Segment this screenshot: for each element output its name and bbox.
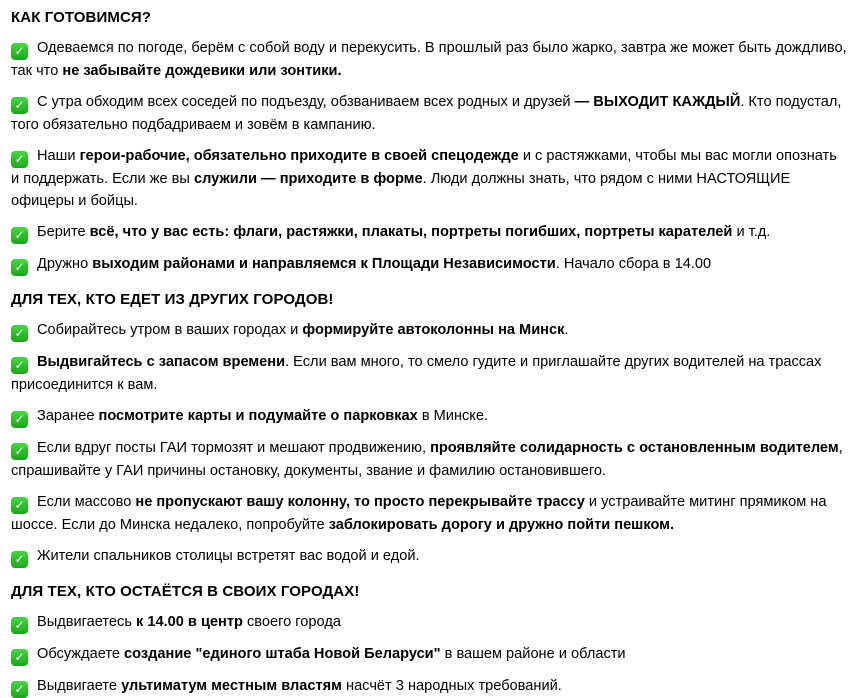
check-mark-icon: ✓ [11, 411, 28, 428]
item-text: и т.д. [732, 224, 771, 240]
check-mark-icon: ✓ [11, 43, 28, 60]
check-mark-icon: ✓ [11, 649, 28, 666]
item-text-bold: не пропускают вашу колонну, то просто перекрывайте трассу [135, 494, 585, 510]
list-item [11, 319, 848, 342]
list-item [11, 351, 848, 396]
item-text: . [564, 322, 569, 338]
check-mark-icon: ✓ [11, 497, 28, 514]
item-text-bold: всё, что у вас есть: флаги, растяжки, плакаты, портреты погибших, портреты карателей [89, 224, 733, 240]
item-text: Собирайтесь утром в ваших городах и [37, 322, 303, 338]
item-text: Выдвигаетесь [37, 614, 136, 630]
item-text-bold: герои-рабочие, обязательно приходите в своей спецодежде [79, 148, 519, 164]
item-text: и с растяжками, чтобы мы вас могли опознать и поддержать. Если же вы [11, 148, 837, 187]
item-text: . Начало сбора в 14.00 [555, 256, 712, 272]
item-text-bold: заблокировать дорогу и дружно пойти пешком. [328, 517, 675, 533]
check-mark-icon: ✓ [11, 617, 28, 634]
item-text: своего города [242, 614, 341, 630]
list-item [11, 91, 848, 136]
item-text: Обсуждаете [37, 646, 125, 662]
item-text-bold: — ВЫХОДИТ КАЖДЫЙ [574, 94, 741, 110]
list-item [11, 675, 848, 698]
item-text-bold: формируйте автоколонны на Минск [302, 322, 565, 338]
item-text-bold: создание "единого штаба Новой Беларуси" [124, 646, 441, 662]
item-text: в Минске. [417, 408, 489, 424]
check-mark-icon: ✓ [11, 97, 28, 114]
item-text-bold: ультиматум местным властям [121, 678, 342, 694]
item-text-bold: Выдвигайтесь с запасом времени [37, 354, 286, 370]
section-heading: КАК ГОТОВИМСЯ? [11, 9, 152, 26]
check-mark-icon: ✓ [11, 443, 28, 460]
section-heading: ДЛЯ ТЕХ, КТО ОСТАЁТСЯ В СВОИХ ГОРОДАХ! [11, 583, 360, 600]
item-text: Если вдруг посты ГАИ тормозят и мешают продвижению, [37, 440, 431, 456]
item-text: Берите [37, 224, 90, 240]
item-text: Наши [37, 148, 80, 164]
item-text-bold: проявляйте солидарность с остановленным водителем [430, 440, 839, 456]
list-item [11, 491, 848, 536]
item-text: Заранее [37, 408, 99, 424]
check-mark-icon: ✓ [11, 227, 28, 244]
check-mark-icon: ✓ [11, 681, 28, 698]
check-mark-icon: ✓ [11, 151, 28, 168]
item-text-bold: к 14.00 в центр [136, 614, 243, 630]
list-item [11, 221, 848, 244]
item-text: и устраивайте митинг прямиком на шоссе. Если до Минска недалеко, попробуйте [11, 494, 827, 533]
list-item [11, 437, 848, 482]
item-text: . Кто подустал, того обязательно подбадриваем и зовём в кампанию. [11, 94, 842, 133]
item-text: Жители спальников столицы встретят вас водой и едой. [37, 548, 420, 564]
list-item [11, 405, 848, 428]
item-text: , спрашивайте у ГАИ причины остановку, документы, звание и фамилию остановившего. [11, 440, 843, 479]
item-text: Выдвигаете [37, 678, 122, 694]
check-mark-icon: ✓ [11, 325, 28, 342]
list-item [11, 253, 848, 276]
check-mark-icon: ✓ [11, 551, 28, 568]
list-item [11, 545, 848, 568]
item-text: Если массово [37, 494, 136, 510]
item-text: Дружно [37, 256, 93, 272]
list-item [11, 37, 848, 82]
item-text: насчёт 3 народных требований. [341, 678, 562, 694]
check-mark-icon: ✓ [11, 259, 28, 276]
check-mark-icon: ✓ [11, 357, 28, 374]
item-text: С утра обходим всех соседей по подъезду, обзваниваем всех родных и друзей [37, 94, 575, 110]
item-text-bold: выходим районами и направляемся к Площади Независимости [92, 256, 556, 272]
list-item [11, 145, 848, 212]
item-text-bold: служили — приходите в форме [193, 171, 423, 187]
item-text-bold: не забывайте дождевики или зонтики. [62, 63, 342, 79]
item-text: . Если вам много, то смело гудите и приглашайте других водителей на трассах присоединится к вам. [11, 354, 822, 393]
section-heading: ДЛЯ ТЕХ, КТО ЕДЕТ ИЗ ДРУГИХ ГОРОДОВ! [11, 291, 334, 308]
item-text: в вашем районе и области [440, 646, 626, 662]
item-text: . Люди должны знать, что рядом с ними НАСТОЯЩИЕ офицеры и бойцы. [11, 171, 791, 209]
list-item [11, 611, 848, 634]
item-text-bold: посмотрите карты и подумайте о парковках [98, 408, 418, 424]
item-text: Одеваемся по погоде, берём с собой воду и перекусить. В прошлый раз было жарко, завтра же может быть дождливо, так что [11, 40, 847, 79]
